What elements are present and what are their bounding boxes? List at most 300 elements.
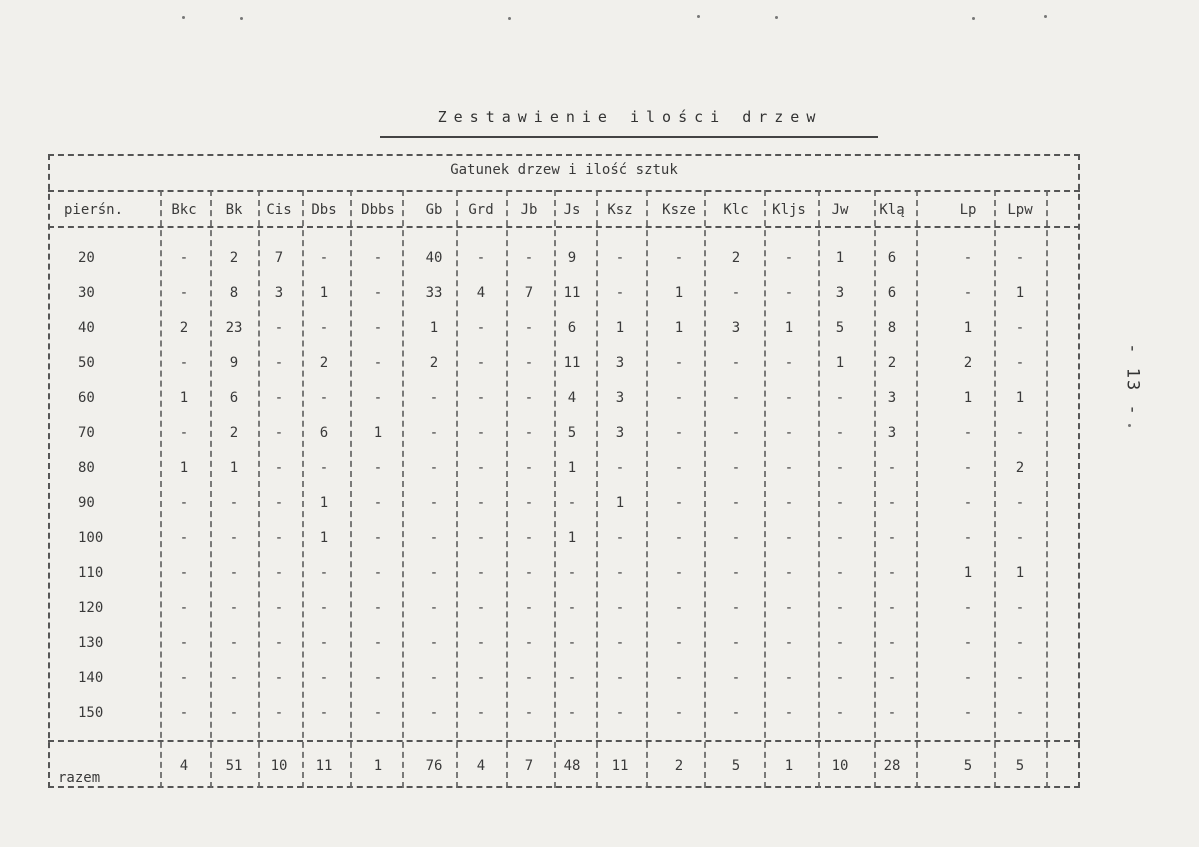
column-header: Klą — [879, 202, 905, 218]
table-cell: 11 — [563, 285, 581, 301]
row-label: 60 — [78, 390, 95, 406]
table-cell: - — [784, 390, 794, 406]
table-cell: - — [319, 390, 329, 406]
total-cell: 4 — [476, 758, 486, 774]
table-cell: 2 — [319, 355, 329, 371]
table-cell: - — [963, 530, 973, 546]
table-cell: - — [373, 670, 383, 686]
table-cell: - — [524, 495, 534, 511]
table-cell: - — [274, 355, 284, 371]
table-cell: - — [963, 635, 973, 651]
table-cell: - — [476, 705, 486, 721]
table-cell: - — [274, 530, 284, 546]
table-cell: 2 — [1015, 460, 1025, 476]
row-label: 100 — [78, 530, 104, 546]
table-cell: - — [274, 425, 284, 441]
title-underline — [380, 136, 878, 138]
column-separator — [916, 190, 918, 788]
table-cell: - — [429, 530, 439, 546]
table-cell: 1 — [429, 320, 439, 336]
total-cell: 10 — [831, 758, 849, 774]
column-header: Bkc — [171, 202, 197, 218]
table-cell: - — [567, 705, 577, 721]
speck — [508, 17, 511, 20]
table-cell: - — [524, 530, 534, 546]
table-cell: - — [274, 565, 284, 581]
total-cell: 5 — [731, 758, 741, 774]
row-label: 150 — [78, 705, 104, 721]
total-cell: 4 — [179, 758, 189, 774]
table-cell: - — [784, 635, 794, 651]
tree-count-table — [48, 154, 1080, 788]
table-cell: - — [319, 670, 329, 686]
table-cell: - — [731, 530, 741, 546]
table-cell: - — [476, 530, 486, 546]
table-cell: 8 — [229, 285, 239, 301]
row-label: 140 — [78, 670, 104, 686]
table-cell: - — [179, 425, 189, 441]
table-cell: - — [476, 320, 486, 336]
table-cell: - — [887, 635, 897, 651]
table-cell: - — [731, 600, 741, 616]
table-cell: - — [674, 705, 684, 721]
table-cell: 3 — [731, 320, 741, 336]
table-cell: 1 — [674, 285, 684, 301]
table-cell: - — [1015, 530, 1025, 546]
table-cell: - — [1015, 495, 1025, 511]
group-header-rule — [48, 190, 1080, 192]
table-cell: - — [179, 635, 189, 651]
row-label: 30 — [78, 285, 95, 301]
table-cell: - — [373, 320, 383, 336]
table-cell: - — [179, 565, 189, 581]
column-header: Jb — [520, 202, 538, 218]
table-cell: - — [784, 600, 794, 616]
table-cell: - — [429, 495, 439, 511]
table-cell: 1 — [835, 355, 845, 371]
table-cell: - — [731, 425, 741, 441]
table-cell: - — [674, 460, 684, 476]
table-cell: - — [524, 565, 534, 581]
table-cell: - — [429, 565, 439, 581]
table-cell: - — [373, 460, 383, 476]
table-cell: 11 — [563, 355, 581, 371]
speck — [1128, 424, 1131, 427]
table-cell: - — [674, 565, 684, 581]
table-cell: - — [229, 495, 239, 511]
table-cell: 3 — [615, 390, 625, 406]
table-cell: - — [835, 495, 845, 511]
column-separator — [874, 190, 876, 788]
table-cell: - — [429, 460, 439, 476]
table-cell: - — [373, 250, 383, 266]
table-cell: - — [963, 670, 973, 686]
table-cell: - — [835, 425, 845, 441]
table-cell: - — [615, 635, 625, 651]
table-cell: - — [229, 670, 239, 686]
table-cell: - — [887, 705, 897, 721]
table-cell: - — [615, 670, 625, 686]
table-cell: - — [784, 285, 794, 301]
table-cell: - — [674, 355, 684, 371]
table-cell: - — [835, 635, 845, 651]
table-cell: - — [887, 565, 897, 581]
table-cell: - — [373, 495, 383, 511]
table-cell: - — [274, 390, 284, 406]
table-cell: - — [835, 600, 845, 616]
speck — [240, 17, 243, 20]
table-cell: 8 — [887, 320, 897, 336]
row-label: 110 — [78, 565, 104, 581]
table-cell: - — [429, 705, 439, 721]
table-cell: 1 — [319, 285, 329, 301]
table-cell: 3 — [615, 355, 625, 371]
table-cell: 2 — [429, 355, 439, 371]
table-cell: - — [784, 530, 794, 546]
table-cell: - — [373, 705, 383, 721]
table-cell: - — [784, 670, 794, 686]
table-cell: 2 — [887, 355, 897, 371]
table-cell: 1 — [373, 425, 383, 441]
table-cell: 1 — [319, 495, 329, 511]
table-left-border — [48, 154, 50, 788]
table-cell: - — [274, 460, 284, 476]
total-cell: 7 — [524, 758, 534, 774]
table-cell: - — [731, 670, 741, 686]
column-header: Kljs — [772, 202, 806, 218]
total-cell: 51 — [225, 758, 243, 774]
total-cell: 11 — [315, 758, 333, 774]
table-cell: 3 — [274, 285, 284, 301]
table-cell: 1 — [963, 320, 973, 336]
table-cell: - — [731, 565, 741, 581]
table-cell: - — [887, 495, 897, 511]
table-cell: 7 — [524, 285, 534, 301]
table-cell: - — [373, 530, 383, 546]
table-cell: - — [476, 355, 486, 371]
table-cell: - — [674, 530, 684, 546]
table-cell: 1 — [784, 320, 794, 336]
table-cell: - — [963, 250, 973, 266]
table-cell: - — [674, 600, 684, 616]
table-cell: 3 — [615, 425, 625, 441]
table-cell: - — [615, 600, 625, 616]
table-cell: - — [731, 460, 741, 476]
table-cell: - — [319, 460, 329, 476]
table-cell: - — [229, 530, 239, 546]
table-cell: - — [373, 390, 383, 406]
total-cell: 76 — [425, 758, 443, 774]
table-cell: 23 — [225, 320, 243, 336]
table-cell: - — [784, 705, 794, 721]
total-cell: 48 — [563, 758, 581, 774]
table-cell: - — [835, 670, 845, 686]
column-header: Bk — [225, 202, 243, 218]
table-cell: - — [476, 250, 486, 266]
column-header: Grd — [468, 202, 494, 218]
table-cell: - — [179, 495, 189, 511]
speck — [972, 17, 975, 20]
page-number: - 13 - — [1122, 343, 1143, 417]
column-header: Ksz — [607, 202, 633, 218]
table-cell: - — [1015, 250, 1025, 266]
column-separator — [456, 190, 458, 788]
table-cell: 4 — [567, 390, 577, 406]
column-separator — [704, 190, 706, 788]
table-cell: - — [319, 600, 329, 616]
table-cell: - — [615, 250, 625, 266]
table-cell: 1 — [963, 390, 973, 406]
table-cell: - — [784, 425, 794, 441]
table-cell: - — [429, 670, 439, 686]
table-cell: - — [274, 705, 284, 721]
totals-rule — [48, 740, 1080, 742]
table-cell: - — [615, 565, 625, 581]
table-cell: 3 — [887, 425, 897, 441]
column-header: Js — [563, 202, 581, 218]
table-cell: - — [1015, 355, 1025, 371]
table-cell: - — [567, 670, 577, 686]
table-cell: - — [615, 460, 625, 476]
table-cell: - — [274, 495, 284, 511]
table-cell: - — [835, 705, 845, 721]
table-cell: 6 — [887, 285, 897, 301]
table-cell: - — [429, 425, 439, 441]
table-cell: - — [429, 635, 439, 651]
table-cell: - — [784, 495, 794, 511]
table-cell: - — [1015, 670, 1025, 686]
row-label: 70 — [78, 425, 95, 441]
table-cell: - — [784, 250, 794, 266]
table-cell: - — [731, 635, 741, 651]
column-separator — [506, 190, 508, 788]
table-cell: - — [524, 250, 534, 266]
table-cell: 1 — [674, 320, 684, 336]
table-cell: - — [524, 390, 534, 406]
table-cell: 33 — [425, 285, 443, 301]
table-cell: - — [887, 530, 897, 546]
row-label: 130 — [78, 635, 104, 651]
column-separator — [160, 190, 162, 788]
row-label: 50 — [78, 355, 95, 371]
row-label: 40 — [78, 320, 95, 336]
table-cell: - — [567, 600, 577, 616]
table-cell: - — [567, 635, 577, 651]
table-cell: - — [731, 355, 741, 371]
total-cell: 5 — [963, 758, 973, 774]
table-cell: 1 — [229, 460, 239, 476]
table-cell: - — [835, 565, 845, 581]
column-separator — [818, 190, 820, 788]
total-cell: 28 — [883, 758, 901, 774]
table-cell: - — [674, 250, 684, 266]
table-cell: - — [887, 600, 897, 616]
table-cell: 6 — [887, 250, 897, 266]
table-cell: - — [784, 460, 794, 476]
table-cell: - — [963, 495, 973, 511]
table-cell: 2 — [731, 250, 741, 266]
table-cell: 1 — [1015, 285, 1025, 301]
table-cell: - — [1015, 425, 1025, 441]
table-cell: - — [524, 705, 534, 721]
table-cell: - — [319, 320, 329, 336]
table-cell: - — [179, 285, 189, 301]
table-cell: - — [674, 495, 684, 511]
table-cell: - — [567, 565, 577, 581]
table-cell: - — [476, 425, 486, 441]
column-separator — [554, 190, 556, 788]
table-cell: 1 — [179, 460, 189, 476]
table-cell: - — [674, 425, 684, 441]
table-cell: - — [963, 285, 973, 301]
table-cell: - — [274, 670, 284, 686]
table-cell: - — [887, 670, 897, 686]
column-separator — [302, 190, 304, 788]
table-cell: 2 — [229, 425, 239, 441]
column-separator — [764, 190, 766, 788]
table-cell: - — [524, 670, 534, 686]
column-separator — [1046, 190, 1048, 788]
column-header: Lp — [959, 202, 977, 218]
table-cell: - — [731, 705, 741, 721]
table-cell: - — [963, 600, 973, 616]
table-cell: 2 — [179, 320, 189, 336]
table-cell: - — [476, 565, 486, 581]
table-cell: 1 — [1015, 390, 1025, 406]
table-cell: 1 — [179, 390, 189, 406]
table-top-rule — [48, 154, 1080, 156]
column-header: Dbbs — [361, 202, 395, 218]
table-cell: - — [963, 425, 973, 441]
column-separator — [994, 190, 996, 788]
table-cell: - — [429, 600, 439, 616]
table-cell: 3 — [835, 285, 845, 301]
total-cell: 2 — [674, 758, 684, 774]
table-cell: 6 — [567, 320, 577, 336]
table-cell: - — [179, 705, 189, 721]
table-cell: - — [524, 355, 534, 371]
speck — [182, 16, 185, 19]
column-separator — [402, 190, 404, 788]
speck — [1044, 15, 1047, 18]
table-cell: - — [731, 390, 741, 406]
total-cell: 11 — [611, 758, 629, 774]
table-cell: - — [835, 530, 845, 546]
table-cell: 2 — [229, 250, 239, 266]
table-cell: 1 — [835, 250, 845, 266]
column-separator — [210, 190, 212, 788]
total-cell: 5 — [1015, 758, 1025, 774]
total-label: razem — [58, 770, 101, 786]
column-header: Dbs — [311, 202, 337, 218]
table-cell: - — [524, 635, 534, 651]
speck — [775, 16, 778, 19]
table-cell: 1 — [319, 530, 329, 546]
column-separator — [646, 190, 648, 788]
table-cell: - — [274, 320, 284, 336]
table-cell: - — [179, 530, 189, 546]
table-cell: 4 — [476, 285, 486, 301]
table-cell: - — [963, 460, 973, 476]
table-right-border — [1078, 154, 1080, 788]
table-cell: - — [567, 495, 577, 511]
table-cell: - — [373, 355, 383, 371]
table-cell: - — [229, 600, 239, 616]
table-cell: - — [319, 705, 329, 721]
row-header: pierśn. — [64, 202, 124, 218]
table-cell: - — [963, 705, 973, 721]
column-header: Jw — [831, 202, 849, 218]
table-cell: - — [835, 460, 845, 476]
table-cell: 1 — [615, 495, 625, 511]
column-header-rule — [48, 226, 1080, 228]
table-cell: - — [274, 635, 284, 651]
column-header: Lpw — [1007, 202, 1033, 218]
table-cell: - — [373, 635, 383, 651]
table-cell: - — [674, 670, 684, 686]
table-cell: 40 — [425, 250, 443, 266]
table-cell: - — [274, 600, 284, 616]
group-header: Gatunek drzew i ilość sztuk — [450, 162, 678, 178]
document-title: Zestawienie ilości drzew — [437, 108, 823, 126]
column-header: Cis — [266, 202, 292, 218]
table-cell: 7 — [274, 250, 284, 266]
table-cell: - — [476, 460, 486, 476]
table-cell: - — [476, 635, 486, 651]
table-cell: - — [429, 390, 439, 406]
row-label: 90 — [78, 495, 95, 511]
table-cell: - — [731, 495, 741, 511]
table-cell: 3 — [887, 390, 897, 406]
table-cell: 5 — [835, 320, 845, 336]
table-cell: - — [731, 285, 741, 301]
table-cell: 1 — [1015, 565, 1025, 581]
column-separator — [258, 190, 260, 788]
total-cell: 1 — [784, 758, 794, 774]
table-cell: - — [476, 390, 486, 406]
table-cell: - — [674, 390, 684, 406]
table-cell: - — [524, 425, 534, 441]
table-cell: 1 — [567, 460, 577, 476]
table-cell: - — [179, 250, 189, 266]
column-header: Ksze — [662, 202, 696, 218]
table-cell: - — [784, 565, 794, 581]
table-cell: - — [524, 320, 534, 336]
total-cell: 1 — [373, 758, 383, 774]
table-cell: - — [319, 635, 329, 651]
row-label: 80 — [78, 460, 95, 476]
table-bottom-rule — [48, 786, 1080, 788]
table-cell: - — [674, 635, 684, 651]
table-cell: - — [1015, 635, 1025, 651]
table-cell: 6 — [229, 390, 239, 406]
table-cell: - — [229, 635, 239, 651]
table-cell: - — [319, 250, 329, 266]
table-cell: - — [1015, 600, 1025, 616]
row-label: 120 — [78, 600, 104, 616]
table-cell: - — [784, 355, 794, 371]
column-header: Klc — [723, 202, 749, 218]
table-cell: - — [373, 565, 383, 581]
table-cell: - — [179, 355, 189, 371]
column-header: Gb — [425, 202, 443, 218]
table-cell: - — [476, 600, 486, 616]
table-cell: 6 — [319, 425, 329, 441]
table-cell: - — [615, 285, 625, 301]
table-cell: - — [229, 705, 239, 721]
table-cell: - — [319, 565, 329, 581]
table-cell: - — [887, 460, 897, 476]
